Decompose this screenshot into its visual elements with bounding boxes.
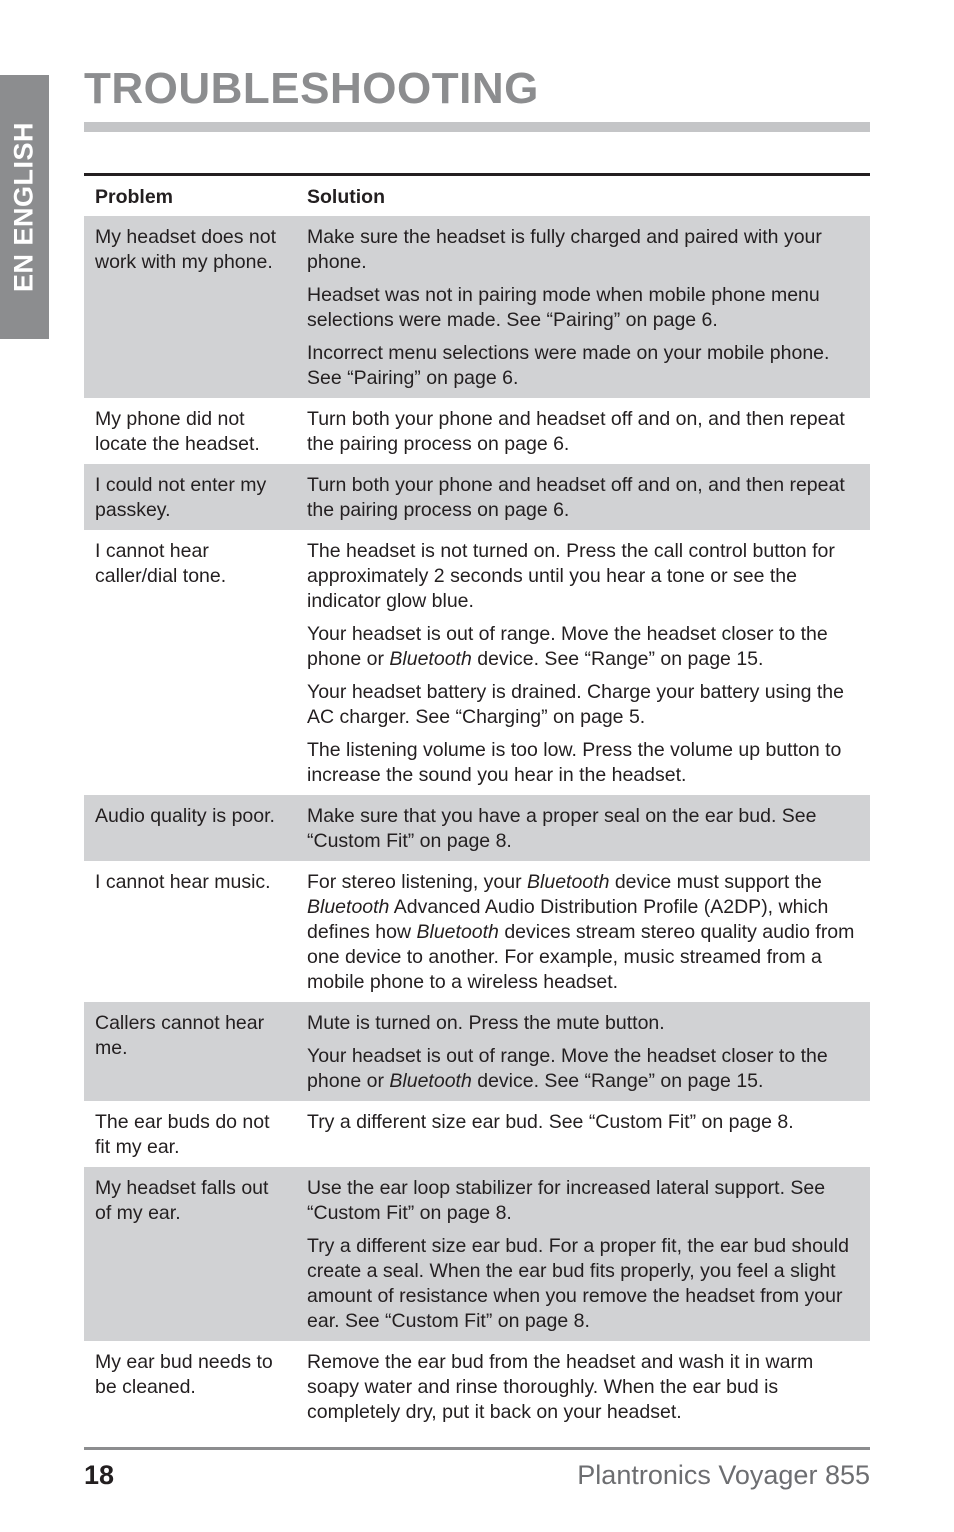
- troubleshooting-table: [84, 173, 870, 1432]
- problem-cell: I cannot hear caller/dial tone.: [95, 540, 227, 587]
- table-body: [84, 216, 870, 1432]
- solution-text: Make sure that you have a proper seal on the ear bud. See “Custom Fit” on page 8.: [307, 805, 817, 852]
- solution-text: Use the ear loop stabilizer for increased lateral support. See “Custom Fit” on page 8.: [307, 1177, 826, 1224]
- bluetooth-term: Bluetooth: [307, 896, 390, 918]
- problem-cell: I could not enter my passkey.: [84, 464, 296, 530]
- solution-text: Your headset battery is drained. Charge your battery using the AC charger. See “Charging” on page 5.: [307, 681, 844, 728]
- table-row: [84, 464, 870, 530]
- solution-text: The headset is not turned on. Press the call control button for approximately 2 seconds until you hear a tone or see the indicator glow blue.: [307, 540, 835, 612]
- solution-text: Remove the ear bud from the headset and wash it in warm soapy water and rinse thoroughly. When the ear bud is completely dry, put it back on your headset.: [307, 1351, 814, 1423]
- solution-cell: [296, 1002, 870, 1101]
- table-row: [84, 861, 870, 1002]
- problem-cell: Callers cannot hear me.: [84, 1002, 296, 1101]
- bluetooth-term: Bluetooth: [416, 921, 499, 943]
- problem-cell: My ear bud needs to be cleaned.: [95, 1351, 273, 1398]
- solution-text: Try a different size ear bud. See “Custom Fit” on page 8.: [307, 1111, 794, 1133]
- problem-column-header: Problem: [84, 175, 296, 217]
- title-rule: [84, 122, 870, 132]
- problem-cell: The ear buds do not fit my ear.: [95, 1111, 270, 1158]
- solution-cell: [296, 1101, 870, 1167]
- solution-cell: [296, 464, 870, 530]
- solution-cell: [296, 795, 870, 861]
- table-row: [84, 1167, 870, 1341]
- solution-text: The listening volume is too low. Press the volume up button to increase the sound you hear in the headset.: [307, 739, 842, 786]
- table-row: [84, 1002, 870, 1101]
- solution-text: Mute is turned on. Press the mute button.: [307, 1012, 665, 1034]
- solution-text: Incorrect menu selections were made on your mobile phone. See “Pairing” on page 6.: [307, 342, 830, 389]
- page-number: 18: [84, 1460, 115, 1490]
- solution-cell: [296, 1341, 870, 1432]
- solution-text: Headset was not in pairing mode when mobile phone menu selections were made. See “Pairing” on page 6.: [307, 284, 820, 331]
- footer-rule: [84, 1447, 870, 1450]
- solution-cell: [296, 861, 870, 1002]
- solution-text: Turn both your phone and headset off and on, and then repeat the pairing process on page 6.: [307, 474, 845, 521]
- problem-cell: My headset does not work with my phone.: [84, 216, 296, 398]
- bluetooth-term: Bluetooth: [527, 871, 610, 893]
- solution-text: Try a different size ear bud. For a proper fit, the ear bud should create a seal. When the ear bud fits properly, you feel a slight amount of resistance when you remove the headset from your ear. See “Custom Fit” on page 8.: [307, 1235, 849, 1332]
- solution-cell: [296, 1167, 870, 1341]
- language-tab-label: EN ENGLISH: [8, 121, 39, 293]
- language-tab: [0, 75, 49, 339]
- problem-cell: My headset falls out of my ear.: [84, 1167, 296, 1341]
- solution-column-header: Solution: [296, 175, 870, 217]
- table-row: [84, 216, 870, 398]
- table-row: [84, 1101, 870, 1167]
- table-row: [84, 1341, 870, 1432]
- solution-text: Your headset is out of range. Move the headset closer to the phone or Bluetooth device. See “Range” on page 15.: [307, 1045, 828, 1092]
- solution-text: Make sure the headset is fully charged and paired with your phone.: [307, 226, 822, 273]
- table-header-row: [84, 175, 870, 217]
- bluetooth-term: Bluetooth: [389, 648, 472, 670]
- table-row: [84, 398, 870, 464]
- solution-text: For stereo listening, your Bluetooth device must support the Bluetooth Advanced Audio Distribution Profile (A2DP), which defines how Bluetooth devices stream stereo quality audio from one device to another. For example, music streamed from a mobile phone to a wireless headset.: [307, 871, 855, 993]
- solution-cell: [296, 216, 870, 398]
- bluetooth-term: Bluetooth: [389, 1070, 472, 1092]
- table-row: [84, 795, 870, 861]
- solution-cell: [296, 398, 870, 464]
- problem-cell: My phone did not locate the headset.: [95, 408, 260, 455]
- table-row: [84, 530, 870, 795]
- solution-text: Turn both your phone and headset off and on, and then repeat the pairing process on page 6.: [307, 408, 845, 455]
- solution-text: Your headset is out of range. Move the headset closer to the phone or Bluetooth device. See “Range” on page 15.: [307, 623, 828, 670]
- page-title: TROUBLESHOOTING: [84, 64, 539, 113]
- problem-cell: I cannot hear music.: [95, 871, 271, 893]
- problem-cell: Audio quality is poor.: [84, 795, 296, 861]
- solution-cell: [296, 530, 870, 795]
- product-name: Plantronics Voyager 855: [577, 1460, 870, 1490]
